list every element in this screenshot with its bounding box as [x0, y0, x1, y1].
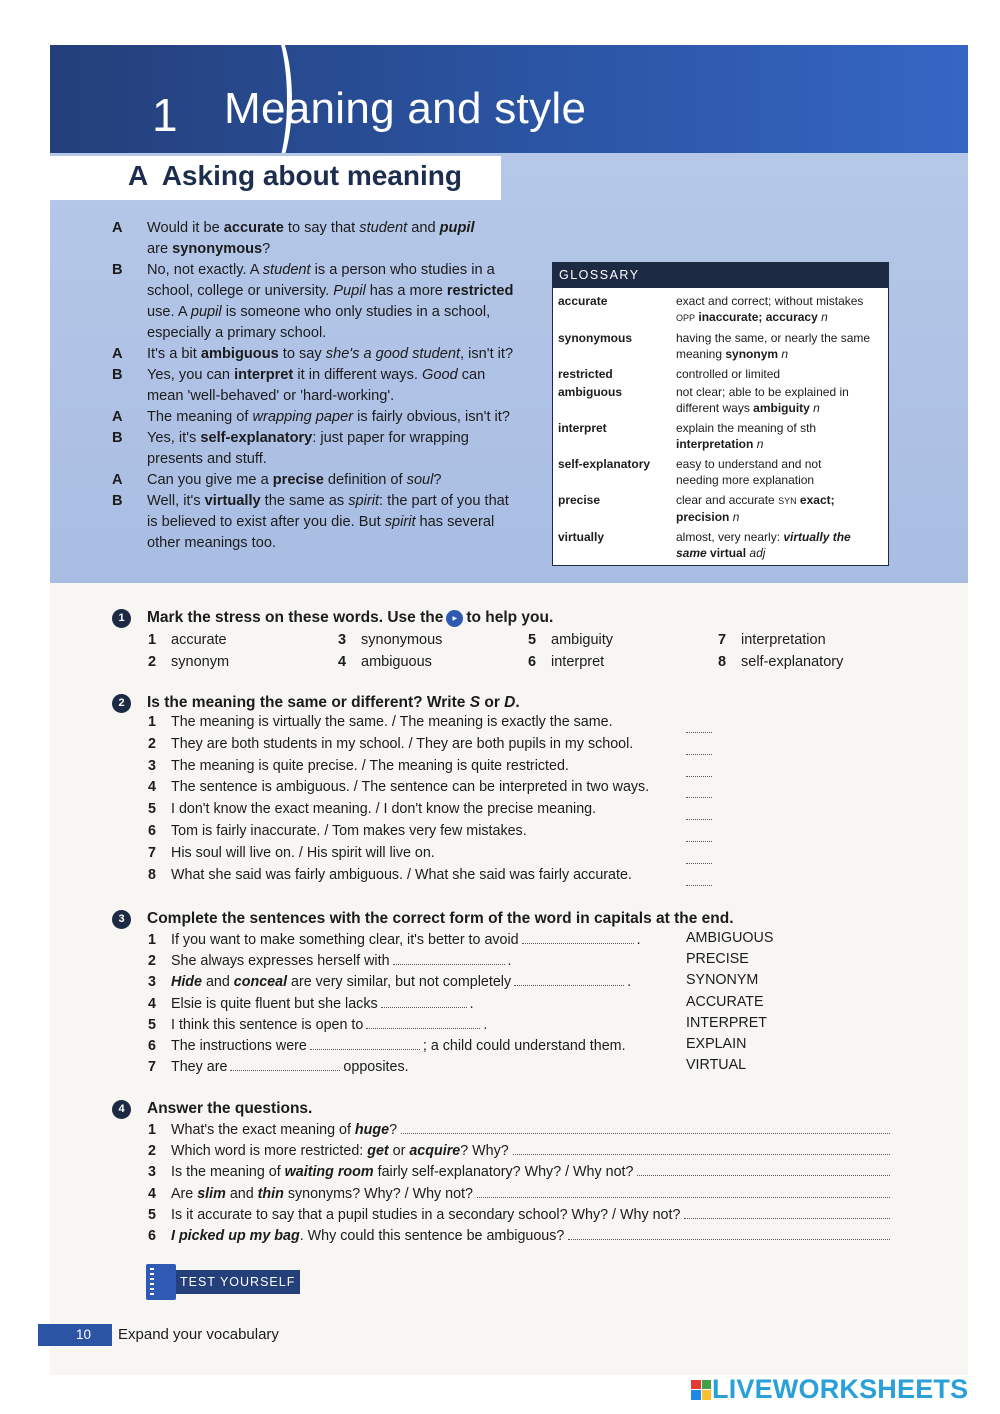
- item-number: 1: [148, 714, 156, 730]
- exercise-1-heading: [112, 607, 553, 629]
- item-number: 2: [148, 654, 157, 670]
- logo-square: [702, 1390, 712, 1400]
- glossary-definition: easy to understand and not needing more explanation: [676, 457, 822, 487]
- sentence-end: .: [507, 953, 512, 970]
- answer-line[interactable]: [401, 1120, 890, 1134]
- word-item: [718, 629, 908, 651]
- answer-blank[interactable]: [393, 951, 505, 965]
- answer-blank[interactable]: [686, 851, 712, 864]
- answer-blank[interactable]: [686, 742, 712, 755]
- sentence-start: She always expresses herself with: [171, 953, 390, 970]
- glossary-entry: [553, 492, 888, 525]
- glossary-definition: controlled or limited: [676, 367, 781, 381]
- item-number: 7: [148, 1059, 156, 1076]
- page-number: 10: [76, 1327, 92, 1342]
- item-number: 7: [718, 632, 727, 648]
- answer-blank[interactable]: [366, 1015, 480, 1029]
- glossary-entry: [553, 456, 888, 488]
- sentence-end: .: [636, 932, 641, 948]
- fill-sentence: [148, 1036, 626, 1054]
- test-yourself-button[interactable]: [146, 1264, 300, 1300]
- exercise-3-instruction: Complete the sentences with the correct form of the word in capitals at the end.: [147, 910, 734, 927]
- liveworksheets-logo-icon: [691, 1380, 711, 1400]
- question-text: Is the meaning of waiting room fairly self-explanatory? Why? / Why not?: [171, 1164, 634, 1181]
- answer-line[interactable]: [637, 1162, 890, 1176]
- sentence-text: I don't know the exact meaning. / I don't know the precise meaning.: [171, 801, 597, 818]
- speaker-label: B: [112, 367, 123, 383]
- glossary-term: self-explanatory: [558, 457, 651, 471]
- question: [148, 1120, 890, 1138]
- sentence-end: ; a child could understand them.: [422, 1038, 626, 1054]
- exercise-2-heading: [112, 692, 520, 714]
- glossary-definition: having the same, or nearly the same meaning synonym n: [676, 331, 871, 361]
- glossary-box: [552, 262, 889, 566]
- dialogue-text: Yes, you can interpret it in different ways. Good can mean 'well-behaved' or 'hard-working'.: [147, 367, 486, 404]
- section-title: A Asking about meaning: [128, 160, 462, 191]
- fill-sentence: [148, 972, 631, 990]
- word-item: [528, 629, 718, 651]
- item-number: 4: [148, 1185, 156, 1202]
- glossary-definition: almost, very nearly: virtually the same virtual adj: [676, 530, 851, 560]
- item-number: 6: [148, 823, 156, 839]
- sentence-start: Hide and conceal are very similar, but not completely: [171, 974, 512, 991]
- capital-word: INTERPRET: [686, 1014, 768, 1031]
- item-number: 6: [148, 1038, 156, 1054]
- word-text: synonym: [171, 654, 230, 670]
- item-number: 5: [148, 1206, 156, 1223]
- word-item: [148, 651, 338, 673]
- speaker-label: B: [112, 493, 123, 509]
- sentence-start: Elsie is quite fluent but she lacks: [171, 995, 378, 1012]
- capital-word: AMBIGUOUS: [686, 930, 774, 946]
- answer-blank[interactable]: [522, 930, 634, 944]
- exercise-4-instruction: Answer the questions.: [147, 1100, 313, 1117]
- glossary-term: interpret: [558, 421, 607, 435]
- exercise-1-instruction-end: to help you.: [466, 609, 554, 626]
- capital-word: ACCURATE: [686, 993, 764, 1010]
- dialogue-text: It's a bit ambiguous to say she's a good student, isn't it?: [147, 346, 514, 362]
- word-text: ambiguous: [361, 654, 432, 670]
- answer-blank[interactable]: [381, 994, 467, 1008]
- speaker-label: B: [112, 262, 123, 278]
- dialogue-text: Well, it's virtually the same as spirit: the part of you that is believed to exist after you die. But spirit has several other meanings too.: [147, 493, 509, 551]
- glossary-term: virtually: [558, 530, 605, 544]
- exercise-4: [112, 1098, 312, 1120]
- dialogue-line: [112, 344, 542, 365]
- word-text: interpret: [551, 654, 605, 670]
- question: [148, 1141, 890, 1159]
- word-item: [718, 651, 908, 673]
- question-text: Is it accurate to say that a pupil studies in a secondary school? Why? / Why not?: [171, 1206, 681, 1223]
- dialogue-line: [112, 428, 542, 470]
- glossary-definition: explain the meaning of sth interpretation n: [676, 421, 817, 451]
- question: [148, 1226, 890, 1244]
- capital-word: EXPLAIN: [686, 1036, 747, 1052]
- answer-blank[interactable]: [230, 1057, 340, 1071]
- item-number: 2: [148, 953, 156, 970]
- dialogue: [112, 218, 542, 554]
- glossary-entry: [553, 293, 888, 326]
- word-item: [338, 629, 528, 651]
- fill-sentence: [148, 1015, 487, 1033]
- dialogue-text: The meaning of wrapping paper is fairly obvious, isn't it?: [147, 409, 510, 425]
- item-number: 2: [148, 1143, 156, 1160]
- sentence-pair: [148, 736, 633, 752]
- item-number: 6: [148, 1228, 156, 1244]
- sentence-text: The meaning is quite precise. / The meaning is quite restricted.: [171, 757, 569, 774]
- exercise-1-instruction: Mark the stress on these words. Use the: [147, 609, 444, 626]
- item-number: 1: [148, 632, 157, 648]
- sentence-pair: [148, 714, 613, 730]
- dialogue-text: No, not exactly. A student is a person who studies in a school, college or university. Pupil has a more restricted use. A pupil is someone who only studies in a school, especially a primary school.: [147, 262, 514, 341]
- item-number: 5: [148, 1016, 156, 1033]
- sentence-text: His soul will live on. / His spirit will live on.: [171, 844, 435, 861]
- answer-blank[interactable]: [686, 720, 712, 733]
- logo-square: [691, 1390, 701, 1400]
- question-text: What's the exact meaning of huge?: [171, 1122, 398, 1138]
- fill-sentence: [148, 930, 641, 948]
- glossary-term: ambiguous: [558, 385, 623, 399]
- exercise-number-badge: 4: [112, 1100, 131, 1119]
- dialogue-line: [112, 218, 542, 260]
- answer-blank[interactable]: [686, 785, 712, 798]
- item-number: 6: [528, 654, 537, 670]
- sentence-end: .: [627, 974, 632, 991]
- glossary-entry: [553, 384, 888, 416]
- capital-word: VIRTUAL: [686, 1057, 747, 1074]
- item-number: 5: [528, 632, 537, 648]
- exercise-4-heading: [112, 1098, 312, 1120]
- dialogue-text: Yes, it's self-explanatory: just paper for wrapping presents and stuff.: [147, 430, 469, 467]
- item-number: 3: [338, 632, 347, 648]
- word-text: ambiguity: [551, 632, 614, 648]
- logo-square: [691, 1380, 701, 1390]
- fill-sentence: [148, 951, 512, 969]
- book-title: Expand your vocabulary: [118, 1326, 279, 1343]
- item-number: 4: [148, 779, 156, 796]
- exercise-3-heading: [112, 908, 734, 930]
- notebook-icon: [146, 1264, 176, 1300]
- capital-word: PRECISE: [686, 951, 749, 968]
- glossary-entry: [553, 366, 888, 382]
- audio-icon[interactable]: ▶: [446, 610, 463, 627]
- sentence-text: They are both students in my school. / They are both pupils in my school.: [171, 735, 634, 752]
- fill-sentence: [148, 994, 474, 1012]
- glossary-definition: exact and correct; without mistakes OPP inaccurate; accuracy n: [676, 294, 864, 324]
- exercise-2-instruction: Is the meaning the same or different? Write S or D.: [147, 694, 520, 711]
- dialogue-text: Can you give me a precise definition of soul?: [147, 472, 442, 488]
- sentence-pair: [148, 758, 569, 774]
- logo-square: [702, 1380, 712, 1390]
- word-text: interpretation: [741, 632, 826, 648]
- speaker-label: A: [112, 472, 123, 488]
- exercise-number-badge: 2: [112, 694, 131, 713]
- dialogue-line: [112, 407, 542, 428]
- exercise-3: [112, 908, 734, 930]
- dialogue-line: [112, 470, 542, 491]
- glossary-definition: clear and accurate SYN exact; precision n: [676, 493, 835, 524]
- answer-line[interactable]: [513, 1141, 890, 1155]
- glossary-term: accurate: [558, 294, 608, 308]
- item-number: 3: [148, 757, 156, 774]
- word-text: accurate: [171, 632, 227, 648]
- sentence-start: They are: [171, 1059, 228, 1076]
- word-item: [528, 651, 718, 673]
- word-item: [338, 651, 528, 673]
- glossary-term: restricted: [558, 367, 613, 381]
- answer-blank[interactable]: [686, 764, 712, 777]
- speaker-label: A: [112, 409, 123, 425]
- answer-blank[interactable]: [514, 972, 624, 986]
- speaker-label: B: [112, 430, 123, 446]
- answer-line[interactable]: [477, 1184, 890, 1198]
- exercise-1: [112, 607, 553, 629]
- item-number: 5: [148, 801, 156, 818]
- sentence-pair: [148, 801, 596, 817]
- question-text: Which word is more restricted: get or acquire? Why?: [171, 1143, 509, 1160]
- item-number: 3: [148, 974, 156, 991]
- question-text: Are slim and thin synonyms? Why? / Why not?: [171, 1185, 473, 1202]
- glossary-term: synonymous: [558, 331, 633, 345]
- sentence-start: If you want to make something clear, it's better to avoid: [171, 932, 519, 948]
- question-text: I picked up my bag. Why could this sentence be ambiguous?: [171, 1228, 565, 1244]
- word-text: synonymous: [361, 632, 443, 648]
- item-number: 8: [718, 654, 727, 670]
- watermark-text: LIVEWORKSHEETS: [712, 1374, 969, 1404]
- test-yourself-label: TEST YOURSELF: [176, 1270, 300, 1294]
- item-number: 2: [148, 735, 156, 752]
- sentence-pair: [148, 823, 527, 839]
- sentence-text: The meaning is virtually the same. / The meaning is exactly the same.: [171, 714, 613, 730]
- answer-line[interactable]: [684, 1205, 890, 1219]
- sentence-pair: [148, 845, 435, 861]
- question: [148, 1162, 890, 1180]
- item-number: 1: [148, 1122, 156, 1138]
- dialogue-text: Would it be accurate to say that student and pupil are synonymous?: [147, 220, 475, 257]
- sentence-start: I think this sentence is open to: [171, 1016, 364, 1033]
- exercise-number-badge: 1: [112, 609, 131, 628]
- sentence-text: What she said was fairly ambiguous. / What she said was fairly accurate.: [171, 866, 632, 883]
- sentence-text: Tom is fairly inaccurate. / Tom makes very few mistakes.: [171, 823, 527, 839]
- page-number-bar: [38, 1324, 112, 1346]
- word-row: [148, 651, 908, 673]
- glossary-list: [553, 288, 888, 565]
- sentence-text: The sentence is ambiguous. / The sentence can be interpreted in two ways.: [171, 779, 650, 796]
- glossary-definition: not clear; able to be explained in different ways ambiguity n: [676, 385, 849, 415]
- item-number: 4: [338, 654, 347, 670]
- glossary-entry: [553, 420, 888, 452]
- answer-blank[interactable]: [686, 829, 712, 842]
- word-item: [148, 629, 338, 651]
- sentence-end: .: [469, 995, 474, 1012]
- liveworksheets-watermark: [691, 1374, 968, 1405]
- answer-blank[interactable]: [310, 1036, 420, 1050]
- question: [148, 1205, 890, 1223]
- sentence-pair: [148, 779, 649, 795]
- item-number: 1: [148, 932, 156, 948]
- item-number: 3: [148, 1164, 156, 1181]
- question: [148, 1184, 890, 1202]
- sentence-start: The instructions were: [171, 1038, 307, 1054]
- item-number: 7: [148, 844, 156, 861]
- glossary-entry: [553, 330, 888, 362]
- dialogue-line: [112, 491, 542, 554]
- unit-title: Meaning and style: [224, 84, 587, 133]
- glossary-entry: [553, 529, 888, 561]
- unit-number: 1: [152, 89, 178, 141]
- fill-sentence: [148, 1057, 409, 1075]
- item-number: 8: [148, 866, 156, 883]
- dialogue-line: [112, 365, 542, 407]
- sentence-end: .: [483, 1016, 488, 1033]
- speaker-label: A: [112, 220, 123, 236]
- sentence-end: opposites.: [343, 1059, 409, 1076]
- speaker-label: A: [112, 346, 123, 362]
- answer-blank[interactable]: [686, 807, 712, 820]
- exercise-number-badge: 3: [112, 910, 131, 929]
- answer-line[interactable]: [568, 1226, 890, 1240]
- glossary-heading: GLOSSARY: [553, 263, 888, 288]
- word-row: [148, 629, 908, 651]
- glossary-term: precise: [558, 493, 601, 507]
- word-text: self-explanatory: [741, 654, 844, 670]
- item-number: 4: [148, 995, 156, 1012]
- answer-blank[interactable]: [686, 873, 712, 886]
- exercise-2: [112, 692, 520, 714]
- capital-word: SYNONYM: [686, 972, 759, 989]
- exercise-1-word-grid: [148, 629, 908, 673]
- sentence-pair: [148, 867, 632, 883]
- dialogue-line: [112, 260, 542, 344]
